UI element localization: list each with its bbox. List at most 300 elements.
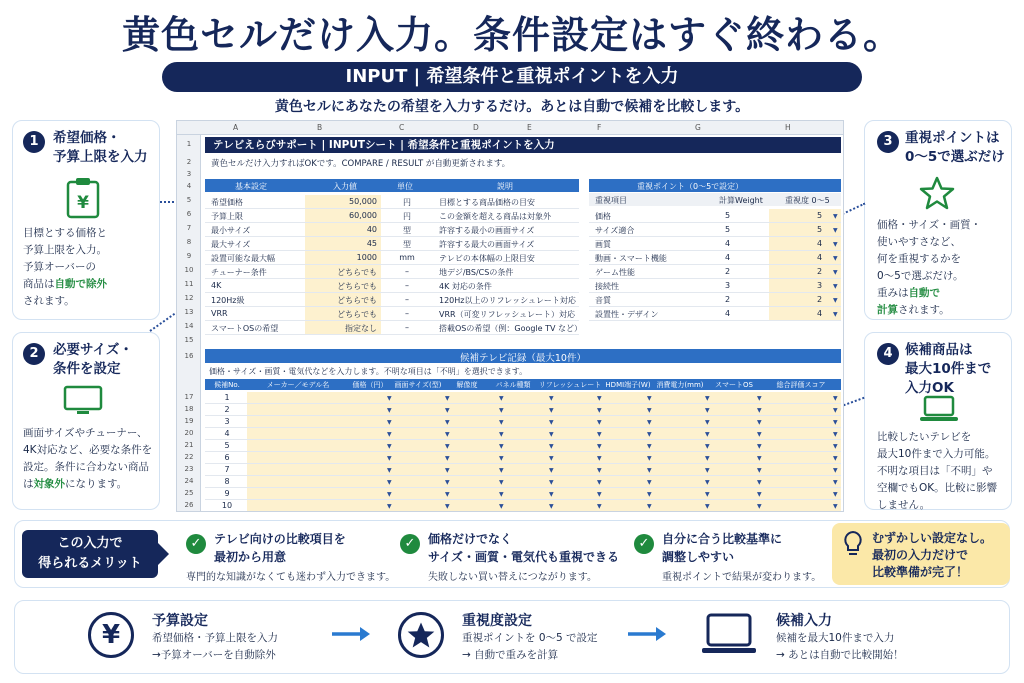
dropdown-arrow-icon[interactable]: ▼ xyxy=(387,431,392,438)
lightbulb-icon xyxy=(842,530,864,564)
setting-value: 45 xyxy=(366,239,377,248)
column-letter: E xyxy=(527,123,532,132)
dropdown-arrow-icon[interactable]: ▼ xyxy=(387,491,392,498)
body-line xyxy=(23,476,152,493)
candidate-number: 3 xyxy=(224,417,230,426)
step-line: 候補を最大10件まで入力 xyxy=(776,632,895,644)
merit-title xyxy=(428,530,619,566)
merits-tag xyxy=(22,530,158,578)
check-icon: ✓ xyxy=(186,534,206,554)
callout-title xyxy=(905,129,1005,167)
grid-line xyxy=(205,236,579,237)
setting-desc: VRR（可変リフレッシュレート）対応 xyxy=(439,310,576,319)
dropdown-arrow-icon[interactable]: ▼ xyxy=(445,443,450,450)
dropdown-arrow-icon[interactable]: ▼ xyxy=(647,455,652,462)
merit-title-line: 価格だけでなく xyxy=(428,532,513,546)
dropdown-arrow-icon[interactable]: ▼ xyxy=(757,419,762,426)
row-number: 15 xyxy=(184,336,194,344)
callout-title xyxy=(53,129,148,167)
weight-calc: 2 xyxy=(725,295,731,304)
candidate-header-cell: HDMI端子(W) xyxy=(605,381,651,389)
weight-item: 画質 xyxy=(595,240,611,249)
dropdown-arrow-icon[interactable]: ▼ xyxy=(387,503,392,510)
dropdown-arrow-icon[interactable]: ▼ xyxy=(387,467,392,474)
body-line: 画面サイズやチューナー、 xyxy=(23,427,148,439)
weight-calc: 4 xyxy=(725,253,731,262)
setting-value: 60,000 xyxy=(349,211,377,220)
dropdown-arrow-icon[interactable]: ▼ xyxy=(833,269,838,276)
dropdown-arrow-icon[interactable]: ▼ xyxy=(833,467,838,474)
dropdown-arrow-icon[interactable]: ▼ xyxy=(833,255,838,262)
dropdown-arrow-icon[interactable]: ▼ xyxy=(445,431,450,438)
column-letter: D xyxy=(473,123,479,132)
setting-label: 120Hz級 xyxy=(211,296,245,305)
body-text: になります。 xyxy=(65,478,128,490)
dropdown-arrow-icon[interactable]: ▼ xyxy=(445,395,450,402)
note-line: 最初の入力だけで xyxy=(872,548,969,562)
candidate-number: 4 xyxy=(224,429,230,438)
dropdown-arrow-icon[interactable]: ▼ xyxy=(705,419,710,426)
setting-unit: 円 xyxy=(403,198,411,207)
step-line: 希望価格・予算上限を入力 xyxy=(152,632,278,644)
dropdown-arrow-icon[interactable]: ▼ xyxy=(597,479,602,486)
step-title: 予算設定 xyxy=(152,613,208,629)
dropdown-arrow-icon[interactable]: ▼ xyxy=(499,419,504,426)
candidate-number: 5 xyxy=(224,441,230,450)
row-number: 24 xyxy=(184,477,194,485)
dropdown-arrow-icon[interactable]: ▼ xyxy=(597,407,602,414)
highlight-text: 自動で xyxy=(908,287,940,299)
setting-unit: – xyxy=(405,267,409,276)
dropdown-arrow-icon[interactable]: ▼ xyxy=(705,467,710,474)
dropdown-arrow-icon[interactable]: ▼ xyxy=(757,503,762,510)
body-line xyxy=(877,302,981,319)
weight-calc: 2 xyxy=(725,267,731,276)
merit-title xyxy=(662,530,782,566)
dropdown-arrow-icon[interactable]: ▼ xyxy=(757,467,762,474)
dropdown-arrow-icon[interactable]: ▼ xyxy=(499,491,504,498)
body-line: 0～5で選ぶだけ。 xyxy=(877,270,964,282)
weight-level: 4 xyxy=(817,309,823,318)
step-badge: 2 xyxy=(23,343,45,365)
row-number: 16 xyxy=(184,352,194,360)
callout-card-1 xyxy=(12,120,160,320)
callout-title-line: 必要サイズ・ xyxy=(53,342,133,358)
weight-calc: 3 xyxy=(725,281,731,290)
dropdown-arrow-icon[interactable]: ▼ xyxy=(597,491,602,498)
weight-input-yellow xyxy=(769,209,841,222)
setting-desc: 地デジ/BS/CSの条件 xyxy=(439,268,514,277)
setting-label: 希望価格 xyxy=(211,198,243,207)
dropdown-arrow-icon[interactable]: ▼ xyxy=(387,395,392,402)
dropdown-arrow-icon[interactable]: ▼ xyxy=(833,227,838,234)
dropdown-arrow-icon[interactable]: ▼ xyxy=(387,407,392,414)
dropdown-arrow-icon[interactable]: ▼ xyxy=(597,455,602,462)
body-text: 重みは xyxy=(877,287,909,299)
step-line: → あとは自動で比較開始！ xyxy=(776,649,904,661)
dropdown-arrow-icon[interactable]: ▼ xyxy=(647,467,652,474)
candidate-number: 1 xyxy=(224,393,230,402)
merits-tag-arrow xyxy=(157,542,169,566)
dropdown-arrow-icon[interactable]: ▼ xyxy=(499,395,504,402)
body-line: 予算上限を入力。 xyxy=(23,244,107,256)
weight-item: 動画・スマート機能 xyxy=(595,254,667,263)
dropdown-arrow-icon[interactable]: ▼ xyxy=(833,297,838,304)
dropdown-arrow-icon[interactable]: ▼ xyxy=(597,503,602,510)
candidate-number: 7 xyxy=(224,465,230,474)
arrow-right-icon xyxy=(330,624,372,648)
dropdown-arrow-icon[interactable]: ▼ xyxy=(833,455,838,462)
row-number: 23 xyxy=(184,465,194,473)
merit-title xyxy=(214,530,346,566)
candidate-header-cell: スマートOS xyxy=(715,381,753,389)
dropdown-arrow-icon[interactable]: ▼ xyxy=(647,407,652,414)
callout-title xyxy=(53,341,133,379)
dropdown-arrow-icon[interactable]: ▼ xyxy=(833,503,838,510)
header-cell: 説明 xyxy=(497,182,513,191)
row-number: 17 xyxy=(184,393,194,401)
candidate-header-cell: 候補No. xyxy=(214,381,240,389)
weight-input-yellow xyxy=(769,223,841,236)
setting-desc: 目標とする商品価格の目安 xyxy=(439,198,535,207)
weight-calc: 4 xyxy=(725,309,731,318)
body-line: 最大10件まで入力可能。 xyxy=(877,448,996,460)
setting-label: 最小サイズ xyxy=(211,226,251,235)
dropdown-arrow-icon[interactable]: ▼ xyxy=(387,455,392,462)
weight-input-yellow xyxy=(769,265,841,278)
setting-unit: 型 xyxy=(403,226,411,235)
weight-level: 4 xyxy=(817,253,823,262)
setting-unit: 円 xyxy=(403,212,411,221)
dropdown-arrow-icon[interactable]: ▼ xyxy=(597,419,602,426)
weight-item: 音質 xyxy=(595,296,611,305)
body-line: しません。 xyxy=(877,499,931,511)
column-letter: A xyxy=(233,123,239,132)
setting-value: 指定なし xyxy=(345,324,377,333)
dropdown-arrow-icon[interactable]: ▼ xyxy=(499,503,504,510)
dropdown-arrow-icon[interactable]: ▼ xyxy=(499,443,504,450)
body-line: されます。 xyxy=(23,295,75,307)
dropdown-arrow-icon[interactable]: ▼ xyxy=(445,491,450,498)
dropdown-arrow-icon[interactable]: ▼ xyxy=(499,455,504,462)
dropdown-arrow-icon[interactable]: ▼ xyxy=(833,395,838,402)
setting-label: スマートOSの希望 xyxy=(211,324,279,333)
setting-unit: – xyxy=(405,323,409,332)
candidate-number: 2 xyxy=(224,405,230,414)
column-letter: F xyxy=(597,123,602,132)
grid-line xyxy=(205,264,579,265)
dropdown-arrow-icon[interactable]: ▼ xyxy=(597,395,602,402)
body-line xyxy=(23,276,107,293)
candidate-input-yellow xyxy=(247,464,841,475)
row-number: 6 xyxy=(186,210,192,218)
step-badge: 3 xyxy=(877,131,899,153)
svg-text:¥: ¥ xyxy=(77,193,89,213)
dropdown-arrow-icon[interactable]: ▼ xyxy=(549,431,554,438)
body-line: 使いやすさなど、 xyxy=(877,236,961,248)
candidate-header-cell: 画面サイズ(型) xyxy=(394,381,442,389)
column-header-row xyxy=(177,121,844,135)
candidate-header-cell: メーカー／モデル名 xyxy=(266,381,330,389)
dropdown-arrow-icon[interactable]: ▼ xyxy=(499,479,504,486)
candidate-input-yellow xyxy=(247,500,841,511)
step-badge: 1 xyxy=(23,131,45,153)
setting-desc: 許容する最大の画面サイズ xyxy=(439,240,535,249)
sheet-note: 黄色セルだけ入力すればOKです。COMPARE / RESULT が自動更新されます。 xyxy=(211,159,511,169)
dropdown-arrow-icon[interactable]: ▼ xyxy=(833,431,838,438)
input-banner: INPUT | 希望条件と重視ポイントを入力 xyxy=(162,62,862,92)
dropdown-arrow-icon[interactable]: ▼ xyxy=(499,467,504,474)
dropdown-arrow-icon[interactable]: ▼ xyxy=(499,407,504,414)
merit-subtext: 重視ポイントで結果が変わります。 xyxy=(662,572,822,583)
grid-line xyxy=(205,222,579,223)
callout-body xyxy=(23,425,152,493)
dropdown-arrow-icon[interactable]: ▼ xyxy=(445,419,450,426)
merit-title-line: サイズ・画質・電気代も重視できる xyxy=(428,550,620,564)
dropdown-arrow-icon[interactable]: ▼ xyxy=(597,467,602,474)
candidate-input-yellow xyxy=(247,392,841,403)
weight-item: サイズ適合 xyxy=(595,226,635,235)
row-number: 2 xyxy=(186,158,192,166)
dropdown-arrow-icon[interactable]: ▼ xyxy=(647,443,652,450)
grid-line xyxy=(205,292,579,293)
header-cell: 重視項目 xyxy=(595,196,627,205)
dropdown-arrow-icon[interactable]: ▼ xyxy=(705,503,710,510)
dropdown-arrow-icon[interactable]: ▼ xyxy=(757,479,762,486)
column-letter: H xyxy=(785,123,791,132)
dropdown-arrow-icon[interactable]: ▼ xyxy=(705,455,710,462)
dropdown-arrow-icon[interactable]: ▼ xyxy=(757,443,762,450)
sheet-title: テレビえらびサポート | INPUTシート | 希望条件と重視ポイントを入力 xyxy=(213,139,555,151)
dropdown-arrow-icon[interactable]: ▼ xyxy=(833,419,838,426)
dropdown-arrow-icon[interactable]: ▼ xyxy=(445,503,450,510)
grid-line xyxy=(205,278,579,279)
dropdown-arrow-icon[interactable]: ▼ xyxy=(549,419,554,426)
setting-desc: テレビの本体幅の上限目安 xyxy=(439,254,535,263)
row-number: 10 xyxy=(184,266,194,274)
dropdown-arrow-icon[interactable]: ▼ xyxy=(833,311,838,318)
weight-calc: 5 xyxy=(725,225,731,234)
row-number: 22 xyxy=(184,453,194,461)
dropdown-arrow-icon[interactable]: ▼ xyxy=(705,407,710,414)
dropdown-arrow-icon[interactable]: ▼ xyxy=(833,479,838,486)
callout-title xyxy=(905,341,991,398)
row-number: 14 xyxy=(184,322,194,330)
dropdown-arrow-icon[interactable]: ▼ xyxy=(833,491,838,498)
dropdown-arrow-icon[interactable]: ▼ xyxy=(445,455,450,462)
step-line: 重視ポイントを 0～5 で設定 xyxy=(462,632,598,644)
setting-label: 予算上限 xyxy=(211,212,243,221)
dropdown-arrow-icon[interactable]: ▼ xyxy=(499,431,504,438)
step-title: 候補入力 xyxy=(776,613,832,629)
setting-label: 最大サイズ xyxy=(211,240,251,249)
dropdown-arrow-icon[interactable]: ▼ xyxy=(705,443,710,450)
dropdown-arrow-icon[interactable]: ▼ xyxy=(833,213,838,220)
dropdown-arrow-icon[interactable]: ▼ xyxy=(757,455,762,462)
candidate-number: 8 xyxy=(224,477,230,486)
weight-level: 3 xyxy=(817,281,823,290)
weight-calc: 5 xyxy=(725,211,731,220)
weight-input-yellow xyxy=(769,307,841,320)
dropdown-arrow-icon[interactable]: ▼ xyxy=(387,479,392,486)
callout-title-line: 最大10件まで xyxy=(905,361,992,377)
weight-input-yellow xyxy=(769,293,841,306)
dropdown-arrow-icon[interactable]: ▼ xyxy=(757,431,762,438)
dropdown-arrow-icon[interactable]: ▼ xyxy=(705,491,710,498)
callout-title-line: 重視ポイントは xyxy=(905,130,1000,146)
weight-level: 5 xyxy=(817,211,823,220)
dropdown-arrow-icon[interactable]: ▼ xyxy=(549,455,554,462)
header-cell: 重視ポイント（0～5で設定） xyxy=(637,182,744,191)
setting-unit: – xyxy=(405,309,409,318)
dropdown-arrow-icon[interactable]: ▼ xyxy=(647,479,652,486)
callout-title-line: 希望価格・ xyxy=(53,130,121,146)
dropdown-arrow-icon[interactable]: ▼ xyxy=(445,479,450,486)
candidate-header-cell: 消費電力(mm) xyxy=(656,381,704,389)
body-line: 何を重視するかを xyxy=(877,253,961,265)
weight-level: 4 xyxy=(817,239,823,248)
grid-line xyxy=(205,320,579,321)
body-line: 目標とする価格と xyxy=(23,227,107,239)
note-line: むずかしい設定なし。 xyxy=(872,531,993,545)
header-cell: 重視度 0～5 xyxy=(785,196,830,205)
setting-value: どちらでも xyxy=(337,282,377,291)
header-cell: 候補テレビ記録（最大10件） xyxy=(460,353,586,364)
dropdown-arrow-icon[interactable]: ▼ xyxy=(549,491,554,498)
dropdown-arrow-icon[interactable]: ▼ xyxy=(387,443,392,450)
weight-level: 5 xyxy=(817,225,823,234)
body-line: 4K対応など、必要な条件を xyxy=(23,444,153,456)
basic-settings-header xyxy=(205,179,579,192)
dropdown-arrow-icon[interactable]: ▼ xyxy=(597,443,602,450)
dropdown-arrow-icon[interactable]: ▼ xyxy=(445,467,450,474)
yen-icon: ¥ xyxy=(88,612,134,658)
candidate-input-yellow xyxy=(247,428,841,439)
candidates-title-header xyxy=(205,349,841,363)
dropdown-arrow-icon[interactable]: ▼ xyxy=(647,419,652,426)
callout-body xyxy=(877,429,997,514)
grid-line xyxy=(205,334,579,335)
step-line: → 自動で重みを計算 xyxy=(462,649,559,661)
star-icon xyxy=(398,612,444,658)
merit-subtext: 専門的な知識がなくても迷わず入力できます。 xyxy=(186,572,396,583)
weight-level: 2 xyxy=(817,295,823,304)
candidate-input-yellow xyxy=(247,440,841,451)
dropdown-arrow-icon[interactable]: ▼ xyxy=(757,395,762,402)
dropdown-arrow-icon[interactable]: ▼ xyxy=(549,407,554,414)
candidate-input-yellow xyxy=(247,452,841,463)
merit-title-line: 自分に合う比較基準に xyxy=(662,532,783,546)
dropdown-arrow-icon[interactable]: ▼ xyxy=(549,479,554,486)
setting-value: 50,000 xyxy=(349,197,377,206)
row-number: 11 xyxy=(184,280,194,288)
dropdown-arrow-icon[interactable]: ▼ xyxy=(833,283,838,290)
yen-clipboard-icon xyxy=(65,177,101,223)
tv-icon xyxy=(63,385,103,421)
dropdown-arrow-icon[interactable]: ▼ xyxy=(705,479,710,486)
row-number: 18 xyxy=(184,405,194,413)
weight-item: ゲーム性能 xyxy=(595,268,635,277)
merit-title-line: テレビ向けの比較項目を xyxy=(214,532,346,546)
column-letter: C xyxy=(399,123,405,132)
grid-line xyxy=(205,208,579,209)
setting-desc: 許容する最小の画面サイズ xyxy=(439,226,535,235)
setting-desc: この金額を超える商品は対象外 xyxy=(439,212,551,221)
row-number: 5 xyxy=(186,196,192,204)
callout-card-4 xyxy=(864,332,1012,510)
step-badge: 4 xyxy=(877,343,899,365)
dropdown-arrow-icon[interactable]: ▼ xyxy=(549,467,554,474)
candidate-input-yellow xyxy=(247,416,841,427)
step-title: 重視度設定 xyxy=(462,613,532,629)
setting-value: どちらでも xyxy=(337,296,377,305)
dropdown-arrow-icon[interactable]: ▼ xyxy=(647,431,652,438)
body-line xyxy=(877,285,981,302)
dropdown-arrow-icon[interactable]: ▼ xyxy=(833,407,838,414)
check-icon: ✓ xyxy=(400,534,420,554)
weights-title-header xyxy=(589,179,841,192)
candidate-number: 9 xyxy=(224,489,230,498)
candidate-input-yellow xyxy=(247,404,841,415)
callout-title-line: 入力OK xyxy=(905,380,954,396)
setting-desc: 搭載OSの希望（例：Google TV など） xyxy=(439,324,583,333)
body-line: 不明な項目は「不明」や xyxy=(877,465,993,477)
row-number: 19 xyxy=(184,417,194,425)
weights-header-row xyxy=(589,193,841,206)
dropdown-arrow-icon[interactable]: ▼ xyxy=(647,395,652,402)
dropdown-arrow-icon[interactable]: ▼ xyxy=(705,395,710,402)
candidate-header-cell: 解像度 xyxy=(456,381,478,389)
dropdown-arrow-icon[interactable]: ▼ xyxy=(387,419,392,426)
dropdown-arrow-icon[interactable]: ▼ xyxy=(445,407,450,414)
setting-label: 設置可能な最大幅 xyxy=(211,254,275,263)
callout-title-line: 条件を設定 xyxy=(53,361,121,377)
body-text: は xyxy=(23,478,34,490)
body-line: 空欄でもOK。比較に影響 xyxy=(877,482,998,494)
row-number: 25 xyxy=(184,489,194,497)
dropdown-arrow-icon[interactable]: ▼ xyxy=(549,443,554,450)
row-number: 20 xyxy=(184,429,194,437)
dropdown-arrow-icon[interactable]: ▼ xyxy=(647,503,652,510)
header-cell: 基本設定 xyxy=(235,182,267,191)
step-desc xyxy=(462,630,598,664)
candidate-input-yellow xyxy=(247,488,841,499)
dropdown-arrow-icon[interactable]: ▼ xyxy=(549,395,554,402)
dropdown-arrow-icon[interactable]: ▼ xyxy=(705,431,710,438)
dropdown-arrow-icon[interactable]: ▼ xyxy=(597,431,602,438)
merit-title-line: 最初から用意 xyxy=(214,550,287,564)
merit-subtext: 失敗しない買い替えにつながります。 xyxy=(428,572,597,583)
row-number: 1 xyxy=(186,140,192,148)
header-cell: 入力値 xyxy=(333,182,357,191)
callout-title-line: 0～5で選ぶだけ xyxy=(905,149,1005,165)
callout-title-line: 候補商品は xyxy=(905,342,973,358)
dropdown-arrow-icon[interactable]: ▼ xyxy=(757,407,762,414)
dropdown-arrow-icon[interactable]: ▼ xyxy=(833,241,838,248)
callout-card-2 xyxy=(12,332,160,510)
dropdown-arrow-icon[interactable]: ▼ xyxy=(549,503,554,510)
row-number: 21 xyxy=(184,441,194,449)
grid-line xyxy=(205,306,579,307)
check-icon: ✓ xyxy=(634,534,654,554)
dropdown-arrow-icon[interactable]: ▼ xyxy=(757,491,762,498)
candidate-header-cell: 価格（円） xyxy=(352,381,388,389)
dropdown-arrow-icon[interactable]: ▼ xyxy=(647,491,652,498)
weight-input-yellow xyxy=(769,237,841,250)
step-line: →予算オーバーを自動除外 xyxy=(152,649,276,661)
dropdown-arrow-icon[interactable]: ▼ xyxy=(833,443,838,450)
row-number: 12 xyxy=(184,294,194,302)
